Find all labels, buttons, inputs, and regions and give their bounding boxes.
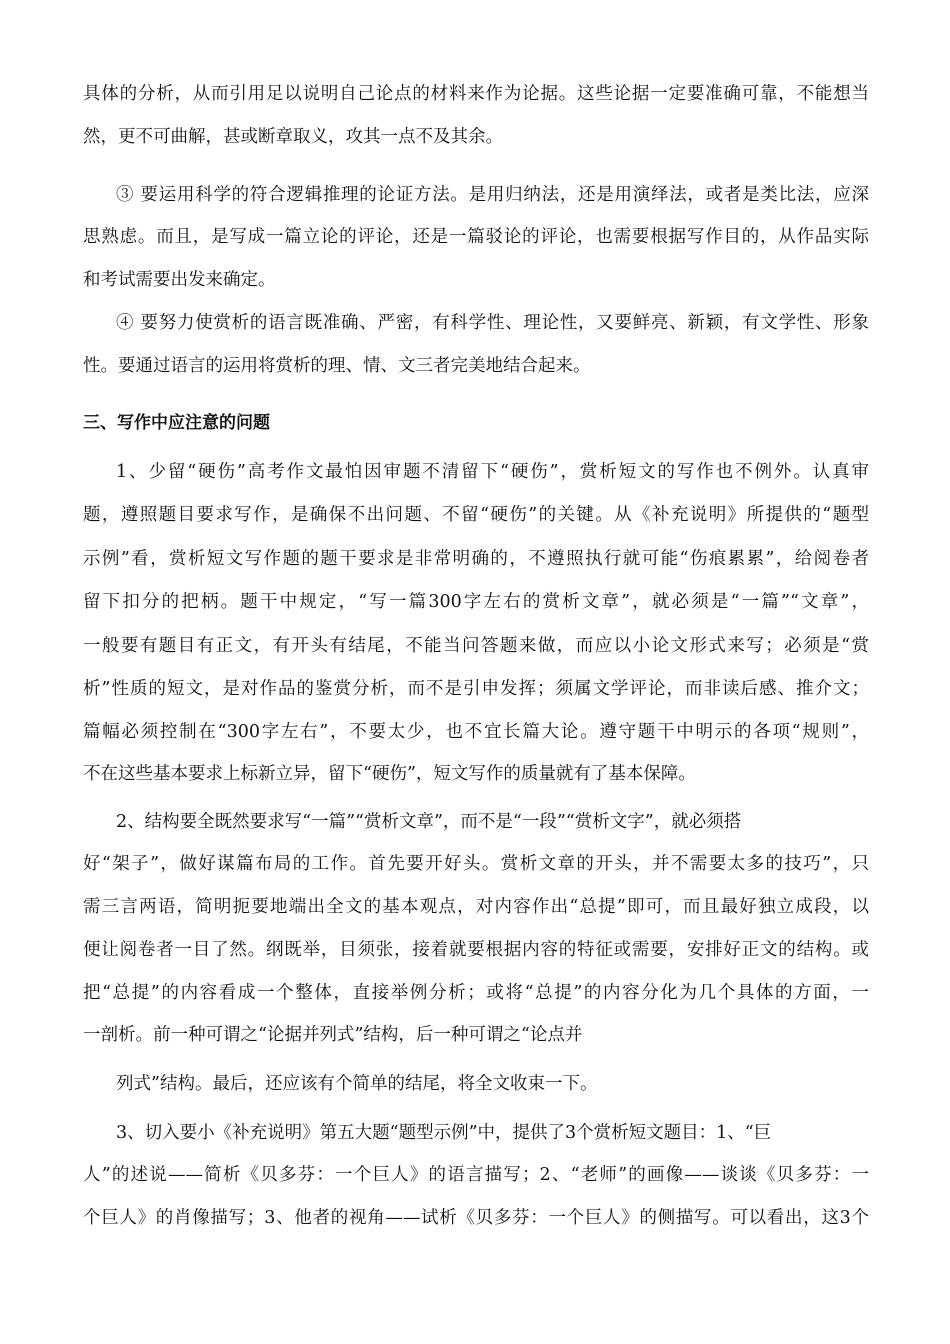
text-line: 3、切入要小《补充说明》第五大题“题型示例”中，提供了3个赏析短文题目：1、“巨 [116,1123,772,1143]
text-line: 一剖析。前一种可谓之“论据并列式”结构，后一种可谓之“论点并 [83,1025,583,1045]
text-line: 性。要通过语言的运用将赏析的理、情、文三者完美地结合起来。 [83,356,591,376]
text-line: 留下扣分的把柄。题干中规定，“写一篇300字左右的赏析文章”，就必须是“一篇”“文章”， [83,592,869,612]
text-line: 篇幅必须控制在“300字左右”，不要太少，也不宜长篇大论。遵守题干中明示的各项“规则”， [83,722,869,742]
text-line: 一般要有题目有正文，有开头有结尾，不能当问答题来做，而应以小论文形式来写；必须是“赏 [83,636,869,656]
text-line: 好“架子”，做好谋篇布局的工作。首先要开好头。赏析文章的开头，并不需要太多的技巧”，只 [83,854,869,874]
text-line: 然，更不可曲解，甚或断章取义，攻其一点不及其余。 [83,127,503,147]
text-line: 和考试需要出发来确定。 [83,270,276,290]
text-line: 人”的述说——简析《贝多芬：一个巨人》的语言描写；2、“老师”的画像——谈谈《贝多芬：一 [83,1165,869,1185]
section-heading: 三、写作中应注意的问题 [83,413,270,433]
text-line: 具体的分析，从而引用足以说明自己论点的材料来作为论据。这些论据一定要准确可靠，不能想当 [83,84,869,104]
text-line: 便让阅卷者一目了然。纲既举，目须张，接着就要根据内容的特征或需要，安排好正文的结构。或 [83,940,869,960]
text-line: ④ 要努力使赏析的语言既准确、严密，有科学性、理论性，又要鲜亮、新颖，有文学性、形象 [116,313,869,333]
text-line: 题，遵照题目要求写作，是确保不出问题、不留“硬伤”的关键。从《补充说明》所提供的“题型 [83,505,869,525]
text-line: 2、结构要全既然要求写“一篇”“赏析文章”，而不是“一段”“赏析文字”，就必须搭 [116,812,742,832]
text-line: 不在这些基本要求上标新立异，留下“硬伤”，短文写作的质量就有了基本保障。 [83,764,696,784]
text-line: 个巨人》的肖像描写；3、他者的视角——试析《贝多芬：一个巨人》的侧描写。可以看出，这3个 [83,1208,869,1228]
text-line: 1、少留“硬伤”高考作文最怕因审题不清留下“硬伤”，赏析短文的写作也不例外。认真审 [116,462,869,482]
text-line: 列式”结构。最后，还应该有个简单的结尾，将全文收束一下。 [116,1074,598,1094]
text-line: 把“总提”的内容看成一个整体，直接举例分析；或将“总提”的内容分化为几个具体的方面，一 [83,983,869,1003]
text-line: 思熟虑。而且，是写成一篇立论的评论，还是一篇驳论的评论，也需要根据写作目的，从作品实际 [83,227,869,247]
text-line: 示例”看，赏析短文写作题的题干要求是非常明确的，不遵照执行就可能“伤痕累累”，给阅卷者 [83,549,869,569]
text-line: ③ 要运用科学的符合逻辑推理的论证方法。是用归纳法，还是用演绎法，或者是类比法，应深 [116,185,869,205]
text-line: 析”性质的短文，是对作品的鉴赏分析，而不是引申发挥；须属文学评论，而非读后感、推介文； [83,679,869,699]
text-line: 需三言两语，简明扼要地端出全文的基本观点，对内容作出“总提”即可，而且最好独立成段，以 [83,897,869,917]
